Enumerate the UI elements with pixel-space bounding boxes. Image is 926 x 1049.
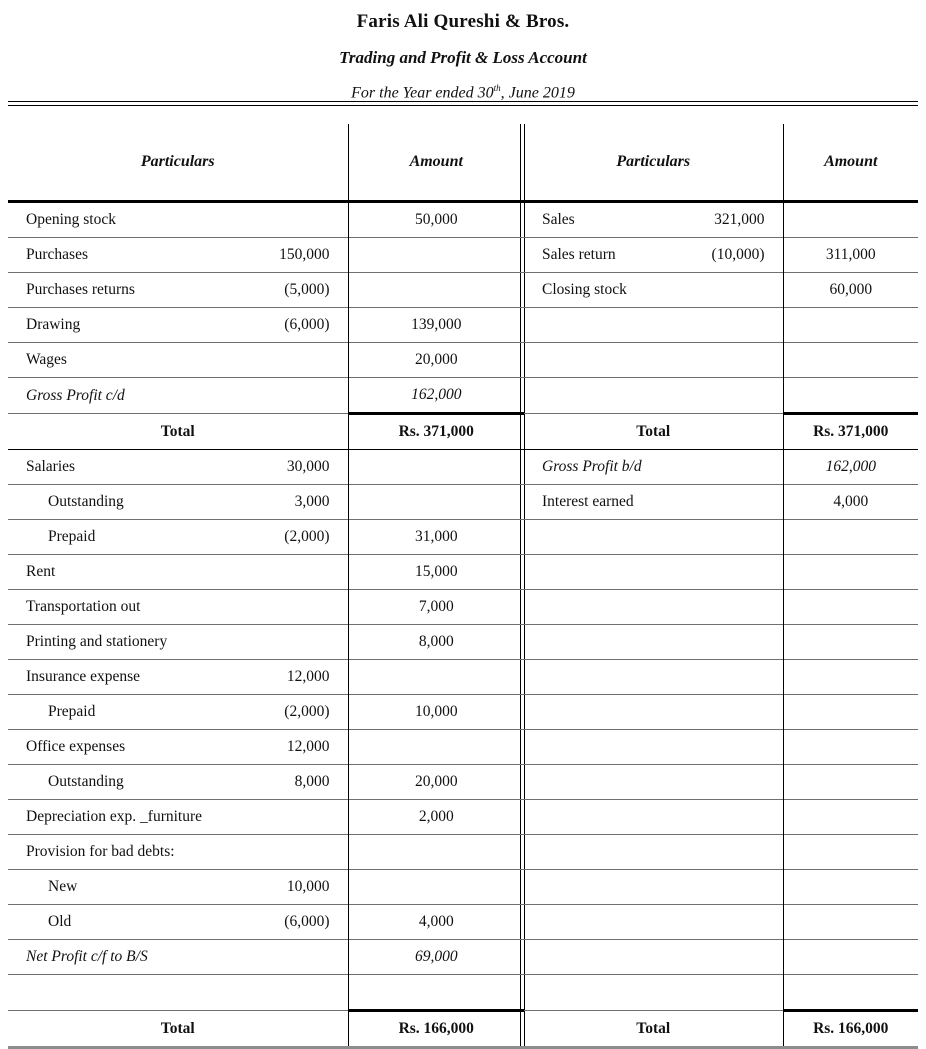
amount-value: 4,000	[833, 493, 869, 511]
particulars-cell-left	[8, 695, 348, 730]
sub-amount-value: (2,000)	[284, 703, 330, 721]
sub-amount-value: 321,000	[714, 211, 765, 229]
column-header-particulars-left	[8, 124, 348, 202]
amount-cell-right	[783, 520, 918, 555]
sub-amount-value: 8,000	[294, 773, 330, 791]
amount-cell-left	[348, 870, 524, 905]
period-prefix: For the Year ended 30	[351, 84, 494, 102]
table-row	[8, 520, 918, 555]
amount-cell-right	[783, 238, 918, 273]
particulars-cell-right	[524, 308, 783, 343]
particulars-label: Opening stock	[26, 211, 116, 229]
particulars-label: Prepaid	[48, 528, 96, 546]
particulars-label: Outstanding	[48, 773, 124, 791]
amount-cell-right	[783, 695, 918, 730]
particulars-label: Purchases	[26, 246, 88, 264]
total-row	[8, 414, 918, 450]
particulars-cell-left	[8, 308, 348, 343]
particulars-cell-left	[8, 273, 348, 308]
sub-amount-value: 12,000	[286, 738, 330, 756]
table-row	[8, 378, 918, 414]
amount-cell-right	[783, 835, 918, 870]
statement-title: Trading and Profit & Loss Account	[339, 48, 587, 67]
particulars-label: Wages	[26, 351, 67, 369]
total-amount-right-text: Rs. 371,000	[813, 423, 889, 441]
particulars-label: Insurance expense	[26, 668, 141, 686]
particulars-label: Office expenses	[26, 738, 126, 756]
total-label-left-text: Total	[160, 1019, 195, 1037]
amount-value: 311,000	[825, 246, 876, 264]
amount-value: 8,000	[418, 633, 454, 651]
period-ordinal-suffix: th	[493, 83, 501, 93]
particulars-cell-right	[524, 730, 783, 765]
particulars-cell-left	[8, 520, 348, 555]
total-label-left	[8, 414, 348, 450]
particulars-cell-left	[8, 660, 348, 695]
amount-cell-right	[783, 975, 918, 1011]
ledger-table-wrapper	[0, 124, 926, 1046]
amount-cell-right	[783, 202, 918, 238]
sub-amount-value: 150,000	[279, 246, 330, 264]
total-label-right-text: Total	[636, 422, 671, 440]
particulars-label: Outstanding	[48, 493, 124, 511]
particulars-cell-left	[8, 555, 348, 590]
table-row	[8, 835, 918, 870]
particulars-label: Purchases returns	[26, 281, 135, 299]
particulars-label: Sales return	[542, 246, 616, 264]
particulars-cell-left	[8, 450, 348, 485]
particulars-label: Depreciation exp. _furniture	[26, 808, 203, 826]
table-row	[8, 870, 918, 905]
particulars-cell-left	[8, 835, 348, 870]
amount-cell-left	[348, 590, 524, 625]
amount-cell-left	[348, 625, 524, 660]
amount-cell-left	[348, 800, 524, 835]
amount-cell-left	[348, 273, 524, 308]
column-header-row	[8, 124, 918, 202]
column-header-amount-right	[783, 124, 918, 202]
amount-cell-left	[348, 343, 524, 378]
particulars-cell-right	[524, 625, 783, 660]
amount-cell-right	[783, 378, 918, 414]
column-header-amount-left	[348, 124, 524, 202]
particulars-cell-right	[524, 695, 783, 730]
particulars-cell-left	[8, 800, 348, 835]
total-label-left-text: Total	[160, 422, 195, 440]
total-amount-right	[783, 1011, 918, 1047]
particulars-cell-left	[8, 625, 348, 660]
sub-amount-value: 30,000	[286, 458, 330, 476]
particulars-cell-left	[8, 485, 348, 520]
table-row	[8, 485, 918, 520]
amount-value: 4,000	[418, 913, 454, 931]
sub-amount-value: 12,000	[286, 668, 330, 686]
particulars-cell-right	[524, 378, 783, 414]
amount-cell-right	[783, 343, 918, 378]
total-label-left	[8, 1011, 348, 1047]
amount-cell-left	[348, 520, 524, 555]
sub-amount-value: (6,000)	[284, 913, 330, 931]
particulars-cell-left	[8, 765, 348, 800]
amount-value: 50,000	[414, 211, 458, 229]
column-header-particulars-right-text: Particulars	[616, 153, 691, 171]
amount-cell-right	[783, 450, 918, 485]
amount-cell-left	[348, 555, 524, 590]
particulars-cell-left	[8, 730, 348, 765]
sub-amount-value: (6,000)	[284, 316, 330, 334]
sub-amount-value: 3,000	[294, 493, 330, 511]
table-row	[8, 450, 918, 485]
total-amount-right	[783, 414, 918, 450]
amount-value: 2,000	[418, 808, 454, 826]
table-row	[8, 273, 918, 308]
particulars-label: Printing and stationery	[26, 633, 168, 651]
table-row	[8, 343, 918, 378]
table-row	[8, 660, 918, 695]
particulars-cell-right	[524, 238, 783, 273]
particulars-cell-right	[524, 343, 783, 378]
amount-cell-left	[348, 450, 524, 485]
particulars-cell-right	[524, 273, 783, 308]
particulars-cell-right	[524, 450, 783, 485]
sub-amount-value: (2,000)	[284, 528, 330, 546]
table-row	[8, 590, 918, 625]
amount-value: 31,000	[414, 528, 458, 546]
particulars-label: Sales	[542, 211, 575, 229]
column-header-amount-right-text: Amount	[824, 153, 878, 171]
total-amount-left-text: Rs. 371,000	[398, 423, 474, 441]
sub-amount-value: 10,000	[286, 878, 330, 896]
particulars-cell-right	[524, 555, 783, 590]
amount-cell-left	[348, 695, 524, 730]
company-name: Faris Ali Qureshi & Bros.	[356, 11, 570, 32]
particulars-cell-left	[8, 940, 348, 975]
column-header-amount-left-text: Amount	[409, 153, 463, 171]
particulars-cell-left	[8, 238, 348, 273]
particulars-cell-right	[524, 590, 783, 625]
particulars-cell-left	[8, 905, 348, 940]
particulars-label: Prepaid	[48, 703, 96, 721]
table-row	[8, 975, 918, 1011]
trading-and-pl-account-table	[8, 124, 918, 1046]
amount-value: 162,000	[411, 386, 462, 404]
amount-cell-right	[783, 800, 918, 835]
amount-value: 162,000	[825, 458, 876, 476]
particulars-label: Provision for bad debts:	[26, 843, 175, 861]
particulars-label: Old	[48, 913, 72, 931]
amount-cell-right	[783, 870, 918, 905]
total-label-right-text: Total	[636, 1019, 671, 1037]
table-row	[8, 308, 918, 343]
table-row	[8, 238, 918, 273]
particulars-cell-right	[524, 520, 783, 555]
table-row	[8, 800, 918, 835]
particulars-cell-left	[8, 343, 348, 378]
total-label-right	[524, 1011, 783, 1047]
amount-value: 7,000	[418, 598, 454, 616]
particulars-cell-left	[8, 378, 348, 414]
particulars-cell-left	[8, 870, 348, 905]
particulars-cell-right	[524, 870, 783, 905]
particulars-label: Net Profit c/f to B/S	[26, 948, 148, 966]
table-row	[8, 730, 918, 765]
particulars-label: Rent	[26, 563, 56, 581]
total-label-right	[524, 414, 783, 450]
amount-cell-left	[348, 308, 524, 343]
column-header-particulars-right	[524, 124, 783, 202]
amount-cell-right	[783, 625, 918, 660]
particulars-label: Gross Profit c/d	[26, 386, 125, 404]
particulars-cell-right	[524, 940, 783, 975]
particulars-label: Salaries	[26, 458, 76, 476]
sub-amount-value: (5,000)	[284, 281, 330, 299]
particulars-cell-right	[524, 202, 783, 238]
amount-value: 10,000	[414, 703, 458, 721]
period-line	[0, 84, 926, 101]
particulars-label: Interest earned	[542, 493, 634, 511]
amount-value: 60,000	[829, 281, 873, 299]
particulars-label: Drawing	[26, 316, 81, 334]
particulars-label: Gross Profit b/d	[542, 458, 642, 476]
particulars-label: Closing stock	[542, 281, 627, 299]
amount-cell-left	[348, 835, 524, 870]
amount-cell-left	[348, 238, 524, 273]
particulars-cell-right	[524, 765, 783, 800]
total-row	[8, 1011, 918, 1047]
document-header	[0, 0, 926, 101]
amount-cell-left	[348, 940, 524, 975]
amount-cell-right	[783, 273, 918, 308]
total-amount-left	[348, 414, 524, 450]
table-row	[8, 625, 918, 660]
particulars-cell-left	[8, 590, 348, 625]
particulars-cell-left	[8, 202, 348, 238]
amount-value: 20,000	[414, 351, 458, 369]
table-row	[8, 940, 918, 975]
amount-cell-right	[783, 660, 918, 695]
amount-value: 20,000	[414, 773, 458, 791]
amount-cell-left	[348, 905, 524, 940]
amount-cell-left	[348, 378, 524, 414]
amount-cell-left	[348, 730, 524, 765]
total-amount-left-text: Rs. 166,000	[398, 1020, 474, 1038]
total-amount-right-text: Rs. 166,000	[813, 1020, 889, 1038]
particulars-cell-right	[524, 485, 783, 520]
amount-cell-left	[348, 765, 524, 800]
amount-cell-right	[783, 905, 918, 940]
amount-cell-right	[783, 765, 918, 800]
column-header-particulars-left-text: Particulars	[140, 153, 215, 171]
amount-value: 139,000	[411, 316, 462, 334]
particulars-label: New	[48, 878, 78, 896]
table-top-rule	[8, 101, 918, 106]
amount-cell-left	[348, 660, 524, 695]
amount-value: 69,000	[414, 948, 458, 966]
amount-cell-left	[348, 202, 524, 238]
sub-amount-value: (10,000)	[711, 246, 765, 264]
amount-cell-left	[348, 975, 524, 1011]
period-suffix: , June 2019	[500, 84, 575, 102]
table-row	[8, 555, 918, 590]
particulars-cell-right	[524, 835, 783, 870]
particulars-cell-left	[8, 975, 348, 1011]
amount-cell-right	[783, 555, 918, 590]
amount-cell-right	[783, 308, 918, 343]
table-row	[8, 905, 918, 940]
particulars-label: Transportation out	[26, 598, 141, 616]
particulars-cell-right	[524, 905, 783, 940]
total-amount-left	[348, 1011, 524, 1047]
amount-cell-left	[348, 485, 524, 520]
particulars-cell-right	[524, 800, 783, 835]
amount-cell-right	[783, 590, 918, 625]
table-row	[8, 695, 918, 730]
table-row	[8, 765, 918, 800]
particulars-cell-right	[524, 975, 783, 1011]
particulars-cell-right	[524, 660, 783, 695]
amount-value: 15,000	[414, 563, 458, 581]
table-row	[8, 202, 918, 238]
amount-cell-right	[783, 485, 918, 520]
amount-cell-right	[783, 730, 918, 765]
amount-cell-right	[783, 940, 918, 975]
